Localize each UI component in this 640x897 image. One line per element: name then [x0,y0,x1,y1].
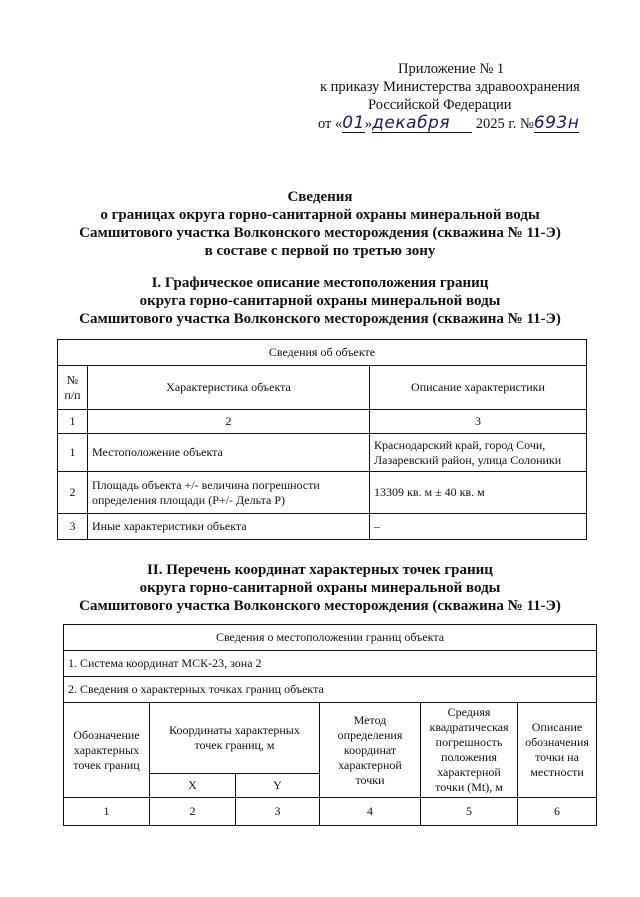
date-day-handwritten: 01 [342,113,365,133]
heading-line-3: Самшитового участка Волконского месторождения (скважина № 11-Э) [79,225,561,241]
section-2-line-1: II. Перечень координат характерных точек границ [147,562,493,578]
table-2-col-number: 4 [320,798,421,826]
table-row [58,472,587,514]
header-coordinates: Координаты характерных точек границ, м [150,703,320,774]
header-method: Метод определения координат характерной точки [320,703,421,798]
table-row [58,434,587,472]
header-error: Средняя квадратическая погрешность положения характерной точки (Mt), м [421,703,518,798]
table-1-col-number: 3 [370,410,587,434]
header-point-description: Описание обозначения точки на местности [518,703,597,798]
table-2-col-number: 6 [518,798,597,826]
date-month-handwritten: декабря [372,114,472,133]
table-2-caption: Сведения о местоположении границ объекта [64,625,597,651]
header-description: Описание характеристики [370,366,587,410]
header-characteristic: Характеристика объекта [88,366,370,410]
table-2-col-number: 2 [150,798,236,826]
date-prefix: от « [318,116,343,132]
appendix-line-1: Приложение № 1 [398,61,505,77]
section-1-line-2: округа горно-санитарной охраны минеральной воды [139,293,501,309]
row-number: 2 [58,472,88,514]
object-info-table [57,339,587,540]
appendix-line-3: Российской Федерации [368,97,512,113]
section-2-line-3: Самшитового участка Волконского месторождения (скважина № 11-Э) [79,598,561,614]
header-designation: Обозначение характерных точек границ [64,703,150,798]
row-value: 13309 кв. м ± 40 кв. м [370,472,587,514]
header-x: X [150,773,236,797]
row-characteristic: Площадь объекта +/- величина погрешности определения площади (P+/- Дельта P) [88,472,370,514]
row-number: 3 [58,514,88,540]
heading-line-1: Сведения [287,189,353,205]
main-heading [0,188,640,260]
coordinates-table [63,624,597,826]
table-1-col-number: 2 [88,410,370,434]
row-value: – [370,514,587,540]
table-2-col-number: 3 [236,798,320,826]
row-number: 1 [58,434,88,472]
section-2-heading [0,561,640,615]
heading-line-4: в составе с первой по третью зону [204,243,436,259]
section-2-line-2: округа горно-санитарной охраны минеральной воды [139,580,501,596]
points-info-title: 2. Сведения о характерных точках границ объекта [64,677,597,703]
section-1-heading [0,274,640,328]
appendix-block [318,60,608,133]
row-value: Краснодарский край, город Сочи, Лазаревский район, улица Солоники [370,434,587,472]
coordinate-system: 1. Система координат МСК-23, зона 2 [64,651,597,677]
table-2-col-number: 1 [64,798,150,826]
header-number: № п/п [58,366,88,410]
row-characteristic: Иные характеристики объекта [88,514,370,540]
header-y: Y [236,773,320,797]
table-1-col-number: 1 [58,410,88,434]
section-1-line-3: Самшитового участка Волконского месторождения (скважина № 11-Э) [79,311,561,327]
date-mid: » [364,116,373,132]
section-1-line-1: I. Графическое описание местоположения границ [151,275,489,291]
row-characteristic: Местоположение объекта [88,434,370,472]
appendix-line-2: к приказу Министерства здравоохранения [320,79,580,95]
heading-line-2: о границах округа горно-санитарной охраны минеральной воды [100,207,540,223]
date-year: 2025 г. № [475,116,534,132]
order-number-handwritten: 693н [533,113,580,133]
table-2-col-number: 5 [421,798,518,826]
table-row [58,514,587,540]
table-1-caption: Сведения об объекте [58,340,587,366]
appendix-date-line [318,114,608,133]
